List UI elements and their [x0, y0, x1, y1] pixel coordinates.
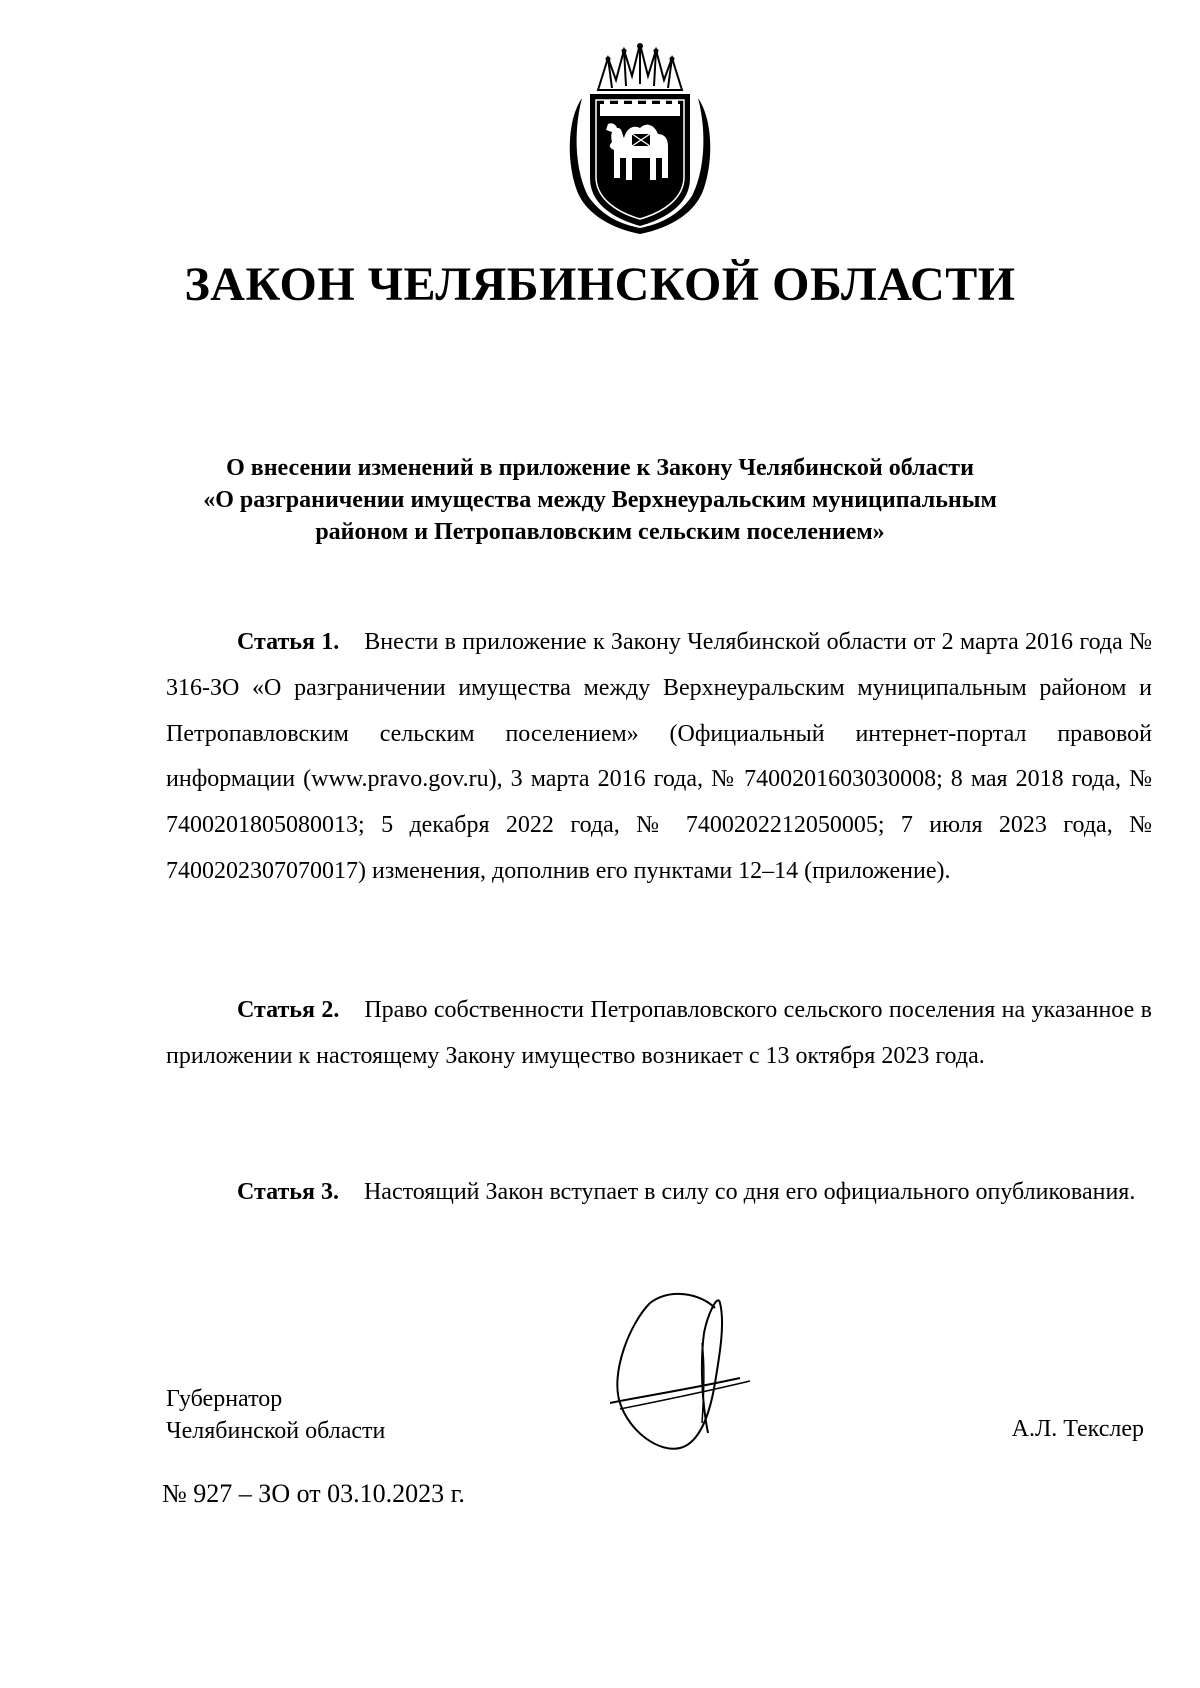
- law-title: ЗАКОН ЧЕЛЯБИНСКОЙ ОБЛАСТИ: [184, 258, 1016, 311]
- coat-of-arms-emblem: [560, 38, 720, 238]
- article-label: Статья 1.: [237, 629, 340, 655]
- article-1: [166, 620, 1152, 895]
- handwritten-signature: [590, 1283, 790, 1463]
- subtitle-line: О внесении изменений в приложение к Закону Челябинской области: [226, 455, 974, 481]
- article-2: [166, 988, 1152, 1080]
- signatory-position: [166, 1383, 385, 1447]
- article-label: Статья 3.: [237, 1179, 339, 1205]
- signatory-name: А.Л. Текслер: [1011, 1416, 1144, 1442]
- article-text: Внести в приложение к Закону Челябинской области от 2 марта 2016 года № 316-ЗО «О разграничении имущества между Верхнеуральским муниципальным районом и Петропавловским сельским поселением» (Официальный интернет-портал правовой информации (www.pravo.gov.ru), 3 марта 2016 года, № 7400201603030008; 8 мая 2018 года, № 7400201805080013; 5 декабря 2022 года, № 7400202212050005; 7 июля 2023 года, № 7400202307070017) изменения, дополнив его пунктами 12–14 (приложение).: [166, 629, 1152, 884]
- law-subtitle: [180, 452, 1020, 548]
- signatory-position-line: Губернатор: [166, 1386, 283, 1412]
- subtitle-line: районом и Петропавловским сельским поселением»: [315, 519, 885, 545]
- article-text: Право собственности Петропавловского сельского поселения на указанное в приложении к настоящему Закону имущество возникает с 13 октября 2023 года.: [166, 997, 1152, 1069]
- subtitle-line: «О разграничении имущества между Верхнеуральским муниципальным: [203, 487, 997, 513]
- law-number-date: № 927 – ЗО от 03.10.2023 г.: [162, 1479, 465, 1508]
- article-text: Настоящий Закон вступает в силу со дня его официального опубликования.: [363, 1179, 1136, 1205]
- signatory-position-line: Челябинской области: [166, 1418, 386, 1444]
- article-label: Статья 2.: [237, 997, 340, 1023]
- article-3: [166, 1170, 1152, 1216]
